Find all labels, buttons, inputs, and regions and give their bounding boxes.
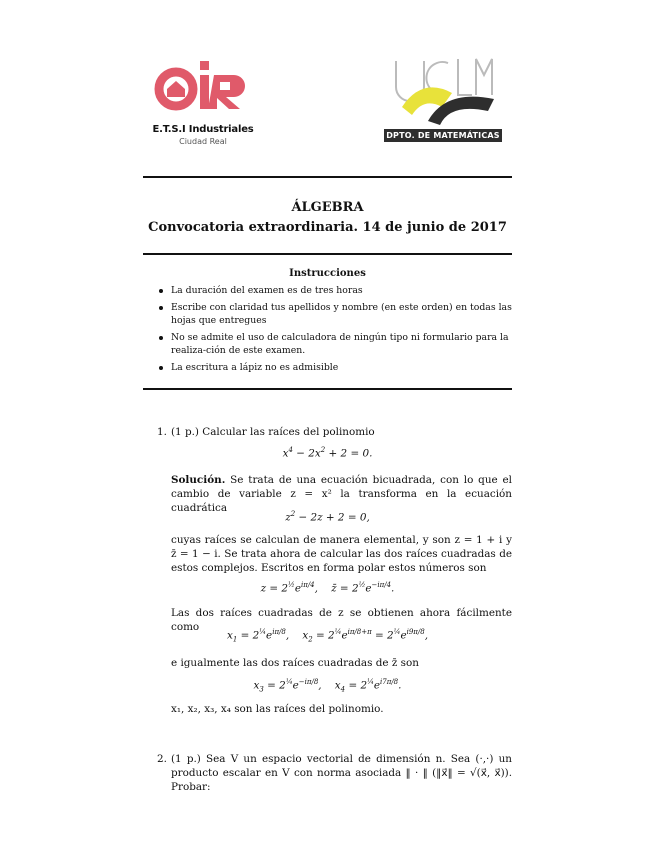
uclm-logo-mark <box>388 55 498 125</box>
problem-1-number: 1. <box>157 426 167 438</box>
title-bottom-rule <box>143 253 512 255</box>
solution-label: Solución. <box>171 474 226 486</box>
equation-roots-zbar: $x_3 = 2^{\frac{1}{4}}e^{-i\pi/8}$, $x_4 = 2^{\frac{1}{4}}e^{i7\pi/8}$. <box>253 678 402 694</box>
equation-quadratic: $z^2 - 2z + 2 = 0$, <box>285 510 370 524</box>
instruction-item: La duración del examen es de tres horas <box>158 284 512 297</box>
instruction-item: Escribe con claridad tus apellidos y nombre (en este orden) en todas las hojas que entregues <box>158 301 512 327</box>
bullet-icon <box>159 336 163 340</box>
equation-polynomial: $x^4 - 2x^2 + 2 = 0$. <box>282 446 373 460</box>
department-label: DPTO. DE MATEMÁTICAS <box>384 129 502 142</box>
instructions-bottom-rule <box>143 388 512 390</box>
logo-city: Ciudad Real <box>179 137 227 146</box>
instructions-list <box>158 284 512 378</box>
solution-paragraph-4: e igualmente las dos raíces cuadradas de z̄ son <box>171 657 419 669</box>
bullet-icon <box>159 366 163 370</box>
etsi-logo <box>148 55 258 155</box>
instruction-item: No se admite el uso de calculadora de ningún tipo ni formulario para la realiza-ción de este examen. <box>158 331 512 357</box>
problem-1-statement: (1 p.) Calcular las raíces del polinomio <box>171 426 375 438</box>
bullet-icon <box>159 289 163 293</box>
problem-2-statement: (1 p.) Sea V un espacio vectorial de dimensión n. Sea (·,·) un producto escalar en V con norma asociada ‖ · ‖ (‖x⃗‖ = √(x⃗, x⃗)). Probar: <box>171 753 512 793</box>
uclm-logo <box>384 55 502 145</box>
instructions-heading: Instrucciones <box>289 268 366 279</box>
solution-paragraph-2: cuyas raíces se calculan de manera elemental, y son z = 1 + i y z̄ = 1 − i. Se trata ahora de calcular las dos raíces cuadradas de estos complejos. Escritos en forma polar estos números son <box>171 534 512 574</box>
problem-2-number: 2. <box>157 753 167 765</box>
equation-polar: $z = 2^{\frac{1}{2}}e^{i\pi/4}$, z̄ = $2^{\frac{1}{2}}e^{-i\pi/4}$. <box>260 581 395 595</box>
equation-roots-z: $x_1 = 2^{\frac{1}{4}}e^{i\pi/8}$, $x_2 = 2^{\frac{1}{4}}e^{i\pi/8+\pi} = 2^{\frac{1}{4}}e^{i9\pi/8}$, <box>226 628 429 644</box>
title-top-rule <box>143 176 512 178</box>
etsi-logo-mark <box>154 55 252 121</box>
solution-paragraph-3: Las dos raíces cuadradas de z se obtienen ahora fácilmente como <box>171 607 512 633</box>
subject-title: ÁLGEBRA <box>291 200 364 215</box>
instruction-item: La escritura a lápiz no es admisible <box>158 361 512 374</box>
bullet-icon <box>159 306 163 310</box>
solution-paragraph-5: x₁, x₂, x₃, x₄ son las raíces del polinomio. <box>171 703 384 715</box>
solution-paragraph-1: Solución. Se trata de una ecuación bicuadrada, con lo que el cambio de variable z = x² la transforma en la ecuación cuadrática <box>171 474 512 514</box>
exam-title: Convocatoria extraordinaria. 14 de junio de 2017 <box>148 220 507 235</box>
logo-school-name: E.T.S.I Industriales <box>152 124 254 135</box>
